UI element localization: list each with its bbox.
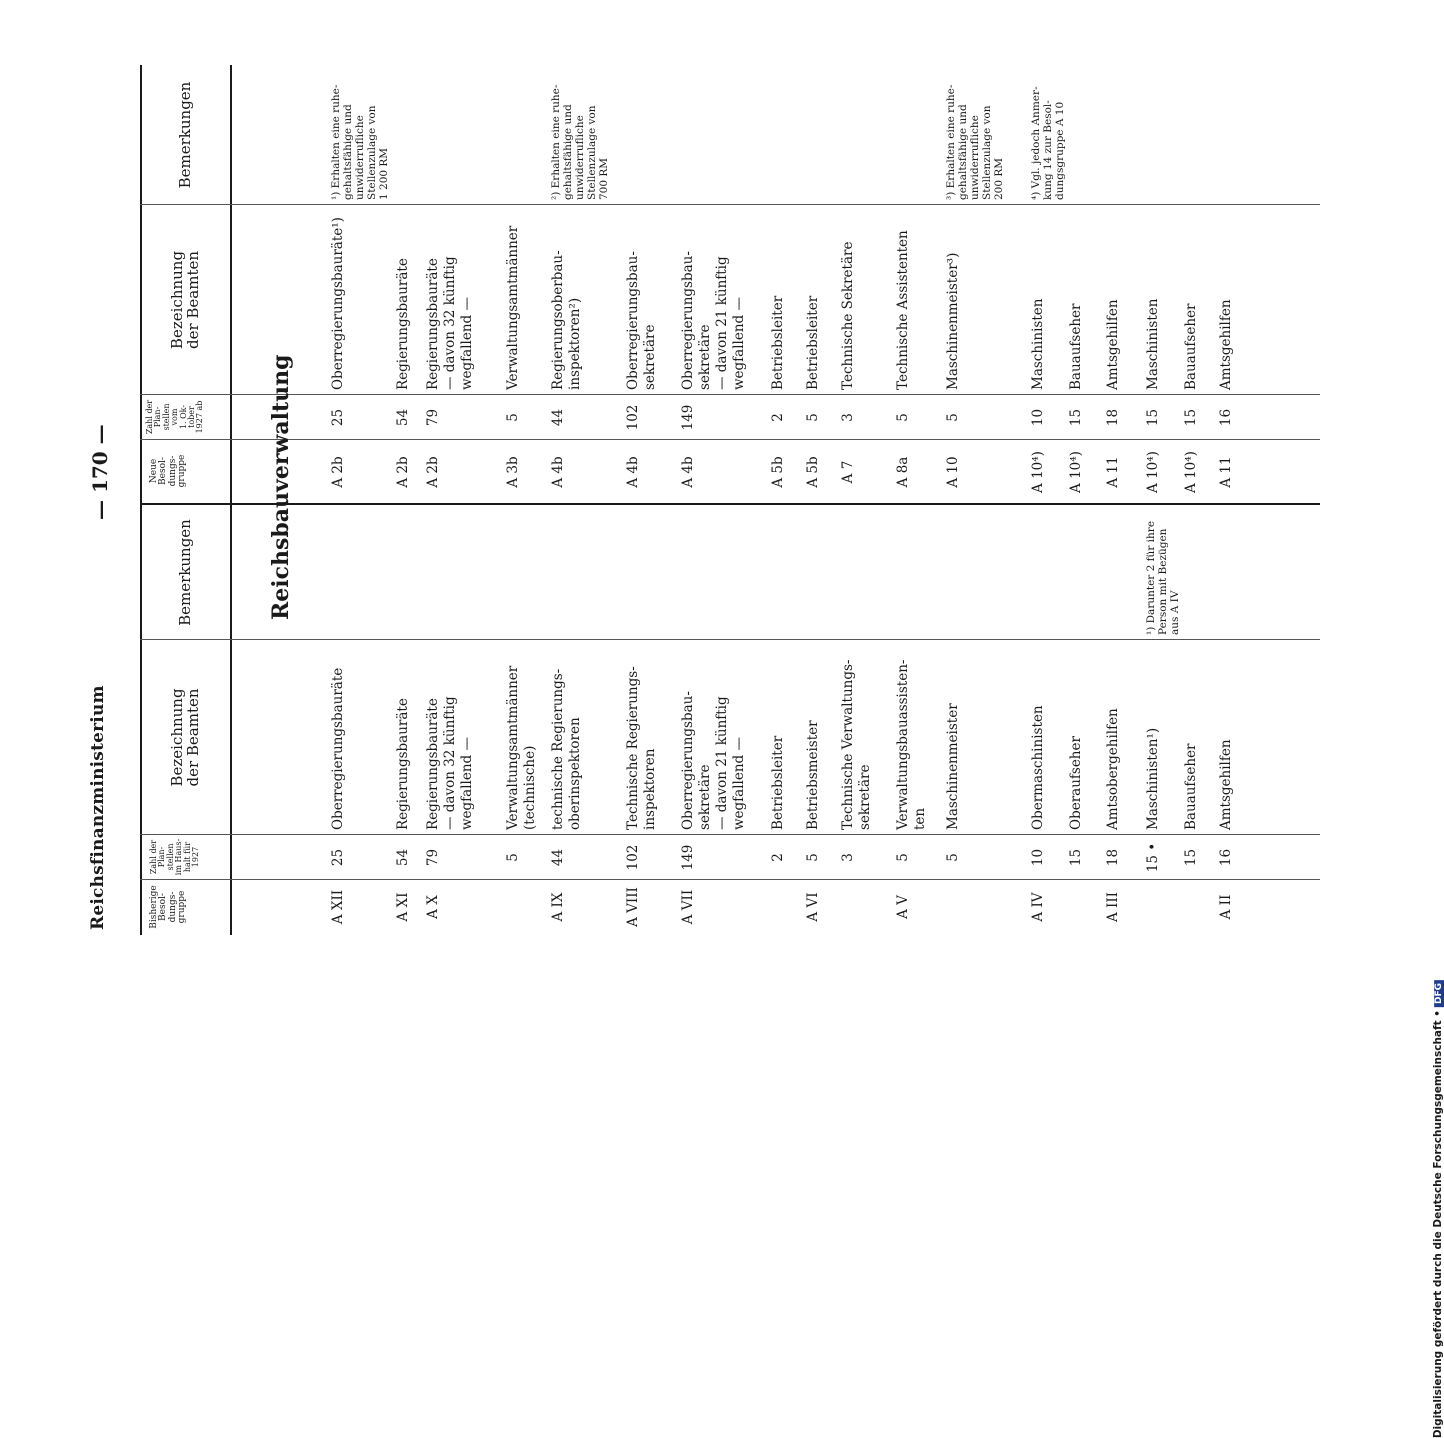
left-row-title-cell: Regierungsbauräte — davon 32 künftig wegfallend — [425, 696, 475, 830]
left-header-old-group: Bisherige Besol- dungs- gruppe [149, 885, 188, 929]
left-header-count: Zahl der Plan- stellen im Haus- halt für 1927 [149, 838, 200, 876]
credit-strip [1414, 0, 1444, 1438]
right-row-title-cell: Regierungsbauräte — davon 32 künftig wegfallend — [425, 256, 475, 390]
right-row-group-cell: A 3b [505, 456, 521, 488]
right-header-count: Zahl der Plan- stellen vom 1. Ok- tober 1927 ab [145, 399, 205, 435]
right-row-count-cell: 15 [1068, 408, 1084, 427]
right-row-title-cell: Oberregierungsbau- sekretäre — davon 21 künftig wegfallend — [680, 251, 747, 390]
left-row-count-cell: 5 [895, 853, 911, 862]
right-row-title-cell: Maschinisten [1145, 298, 1161, 390]
right-row-count-cell: 15 [1183, 408, 1199, 427]
header-bottom-rule [230, 65, 232, 935]
right-header-title: Bezeichnung der Beamten [168, 250, 202, 350]
right-row-title-cell: Betriebsleiter [805, 295, 821, 390]
left-row-title-cell: technische Regierungs- oberinspektoren [550, 668, 583, 830]
table-divider [140, 503, 1320, 505]
right-row-count-cell: 149 [680, 404, 696, 431]
left-row-count-cell: 5 [805, 853, 821, 862]
right-row-count-cell: 15 [1145, 408, 1161, 427]
left-row-title-cell: Maschinenmeister [945, 703, 961, 830]
left-row-title-cell: Amtsgehilfen [1218, 739, 1234, 830]
left-row-title-cell: Oberregierungsbau- sekretäre — davon 21 künftig wegfallend — [680, 691, 747, 830]
right-row-title-cell: Oberregierungsbau- sekretäre [625, 251, 658, 390]
right-row-remark-note: ¹) Erhalten eine ruhe- gehaltsfähige und unwiderrufliche Stellenzulage von 1 200 RM [330, 84, 391, 200]
right-row-count-cell: 3 [840, 413, 856, 422]
left-row-count-cell: 44 [550, 848, 566, 867]
left-row-count-cell: 5 [945, 853, 961, 862]
right-row-count-cell: 79 [425, 408, 441, 427]
left-col-rule-1 [140, 879, 1320, 880]
right-row-count-cell: 5 [895, 413, 911, 422]
running-head: Reichsfinanzministerium [88, 685, 108, 930]
right-row-title-cell: Bauaufseher [1068, 303, 1084, 390]
credit-text: Digitalisierung gefördert durch die Deutsche Forschungsgemeinschaft • [1432, 1010, 1444, 1438]
left-row-remark-note: ¹) Darunter 2 für ihre Person mit Bezügen aus A IV [1145, 520, 1182, 635]
right-row-remark-note: ²) Erhalten eine ruhe- gehaltsfähige und unwiderrufliche Stellenzulage von 700 RM [550, 84, 611, 200]
section-title: Reichsbauverwaltung [268, 354, 294, 620]
left-row-title-cell: Betriebsleiter [770, 735, 786, 830]
left-row-title-cell: Technische Regierungs- inspektoren [625, 666, 658, 830]
left-row-title-cell: Obermaschinisten [1030, 705, 1046, 830]
left-row-group-cell: A VIII [625, 887, 641, 927]
right-row-count-cell: 5 [945, 413, 961, 422]
left-row-group-cell: A III [1105, 891, 1121, 923]
left-row-title-cell: Verwaltungsbauassisten- ten [895, 659, 928, 830]
right-row-count-cell: 10 [1030, 408, 1046, 427]
left-row-title-cell: Amtsobergehilfen [1105, 708, 1121, 830]
right-row-group-cell: A 4b [625, 456, 641, 488]
left-row-count-cell: 15 • [1145, 842, 1161, 873]
right-row-group-cell: A 11 [1105, 456, 1121, 488]
right-row-title-cell: Regierungsbauräte [395, 258, 411, 390]
right-header-new-group: Neue Besol- dungs- gruppe [149, 454, 188, 488]
right-row-remark-note: ⁴) Vgl. jedoch Anmer- kung 14 zur Besol- dungsgruppe A 10 [1030, 86, 1067, 200]
right-col-rule-1 [140, 439, 1320, 440]
right-row-group-cell: A 4b [680, 456, 696, 488]
left-row-title-cell: Maschinisten¹) [1145, 727, 1161, 830]
left-row-group-cell: A XII [330, 889, 346, 925]
right-row-count-cell: 18 [1105, 408, 1121, 427]
right-row-title-cell: Maschinenmeister³) [945, 252, 961, 390]
right-row-group-cell: A 2b [425, 456, 441, 488]
right-row-group-cell: A 8a [895, 456, 911, 488]
header-top-rule [140, 65, 142, 935]
right-row-group-cell: A 10⁴) [1145, 451, 1161, 493]
right-row-count-cell: 54 [395, 408, 411, 427]
left-row-count-cell: 102 [625, 844, 641, 871]
right-row-group-cell: A 10⁴) [1183, 451, 1199, 493]
left-row-title-cell: Verwaltungsamtmänner (technische) [505, 665, 538, 830]
left-row-title-cell: Betriebsmeister [805, 720, 821, 830]
right-row-group-cell: A 5b [770, 456, 786, 488]
left-row-group-cell: A II [1218, 894, 1234, 920]
right-row-count-cell: 16 [1218, 408, 1234, 427]
right-row-group-cell: A 7 [840, 460, 856, 484]
dfg-logo: DFG [1434, 980, 1444, 1007]
right-row-title-cell: Amtsgehilfen [1105, 299, 1121, 390]
credit-line [1432, 980, 1444, 1438]
left-row-title-cell: Oberaufseher [1068, 736, 1084, 830]
left-row-group-cell: A IV [1030, 892, 1046, 922]
left-row-count-cell: 149 [680, 844, 696, 871]
right-row-title-cell: Technische Assistenten [895, 230, 911, 390]
left-row-count-cell: 18 [1105, 848, 1121, 867]
right-row-title-cell: Regierungsoberbau- inspektoren²) [550, 250, 583, 390]
left-row-count-cell: 2 [770, 853, 786, 862]
left-row-count-cell: 25 [330, 848, 346, 867]
right-row-group-cell: A 10⁴) [1030, 451, 1046, 493]
left-row-title-cell: Regierungsbauräte [395, 698, 411, 830]
left-col-rule-3 [140, 639, 1320, 640]
right-row-count-cell: 5 [505, 413, 521, 422]
left-row-group-cell: A VI [805, 892, 821, 922]
right-row-count-cell: 2 [770, 413, 786, 422]
right-row-group-cell: A 10⁴) [1068, 451, 1084, 493]
right-row-count-cell: 5 [805, 413, 821, 422]
right-row-title-cell: Bauaufseher [1183, 303, 1199, 390]
left-row-count-cell: 3 [840, 853, 856, 862]
left-row-count-cell: 16 [1218, 848, 1234, 867]
right-row-group-cell: A 2b [330, 456, 346, 488]
page-number: — 170 — [88, 424, 112, 520]
left-row-count-cell: 5 [505, 853, 521, 862]
right-row-count-cell: 102 [625, 404, 641, 431]
left-row-group-cell: A X [425, 895, 441, 919]
right-row-group-cell: A 11 [1218, 456, 1234, 488]
left-row-group-cell: A XI [395, 892, 411, 922]
left-row-group-cell: A V [895, 895, 911, 919]
left-row-count-cell: 15 [1183, 848, 1199, 867]
left-row-count-cell: 15 [1068, 848, 1084, 867]
right-row-remark-note: ³) Erhalten eine ruhe- gehaltsfähige und unwiderrufliche Stellenzulage von 200 RM [945, 84, 1006, 200]
right-row-title-cell: Oberregierungsbauräte¹) [330, 217, 346, 390]
left-header-title: Bezeichnung der Beamten [168, 688, 202, 787]
right-row-count-cell: 44 [550, 408, 566, 427]
right-row-title-cell: Betriebsleiter [770, 295, 786, 390]
left-row-count-cell: 79 [425, 848, 441, 867]
right-row-count-cell: 25 [330, 408, 346, 427]
right-row-title-cell: Technische Sekretäre [840, 241, 856, 390]
right-header-remarks: Bemerkungen [176, 81, 194, 189]
left-row-title-cell: Oberregierungsbauräte [330, 667, 346, 830]
right-row-group-cell: A 2b [395, 456, 411, 488]
right-row-title-cell: Verwaltungsamtmänner [505, 225, 521, 390]
left-row-group-cell: A IX [550, 892, 566, 922]
right-row-group-cell: A 10 [945, 456, 961, 488]
right-row-title-cell: Maschinisten [1030, 298, 1046, 390]
right-col-rule-3 [140, 204, 1320, 205]
left-row-group-cell: A VII [680, 889, 696, 925]
left-row-count-cell: 54 [395, 848, 411, 867]
right-col-rule-2 [140, 394, 1320, 395]
right-row-group-cell: A 4b [550, 456, 566, 488]
left-row-title-cell: Technische Verwaltungs- sekretäre [840, 659, 873, 830]
left-header-remarks: Bemerkungen [176, 519, 194, 626]
right-row-group-cell: A 5b [805, 456, 821, 488]
left-row-count-cell: 10 [1030, 848, 1046, 867]
right-row-title-cell: Amtsgehilfen [1218, 299, 1234, 390]
left-row-title-cell: Bauaufseher [1183, 743, 1199, 830]
left-col-rule-2 [140, 834, 1320, 835]
